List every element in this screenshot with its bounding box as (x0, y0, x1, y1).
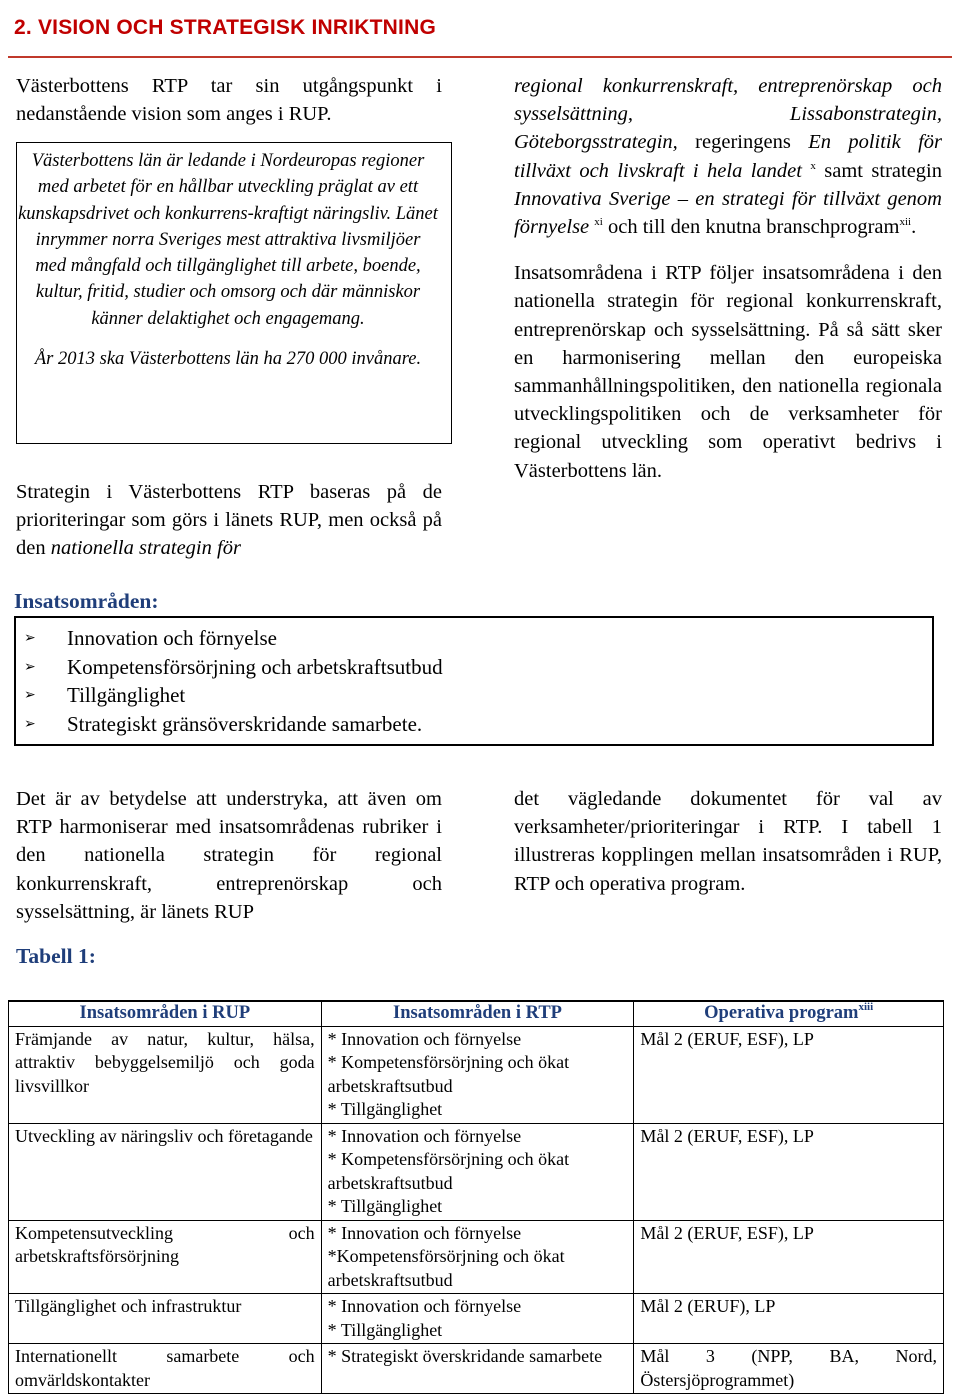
list-item (24, 710, 443, 739)
coupling-table (8, 1000, 944, 1394)
table-row (9, 1294, 944, 1344)
header-rtp: Insatsområden i RTP (321, 1001, 634, 1026)
strategy-italic: nationella strategin för (50, 537, 241, 560)
header-op (634, 1001, 944, 1026)
header-rup: Insatsområden i RUP (9, 1001, 322, 1026)
list-item (24, 681, 443, 710)
strategy-paragraph (16, 478, 442, 563)
section-heading: 2. VISION OCH STRATEGISK INRIKTNING (14, 16, 436, 39)
intro-paragraph: Västerbottens RTP tar sin utgångspunkt i nedanstående vision som anges i RUP. (16, 75, 442, 126)
list-item (24, 624, 443, 653)
table-row (9, 1344, 944, 1394)
cell-rup: Tillgänglighet och infrastruktur (9, 1294, 322, 1344)
list-item (24, 653, 443, 682)
table-title: Tabell 1: (16, 944, 96, 968)
table-row (9, 1026, 944, 1123)
right-paragraph-1 (514, 72, 942, 241)
p1-text-b: regeringens (677, 131, 809, 154)
p1-italic-a: regional konkurrenskraft, entreprenörskap och sysselsättning, Lissabonstrategin, Göteborgsstrategin, (514, 75, 942, 154)
right-column (514, 72, 942, 485)
p1-italic-c: En politik för tillväxt och livskraft i hela landet (514, 131, 943, 182)
arrow-bullet-icon: ➢ (24, 687, 36, 703)
vision-statement: Västerbottens län är ledande i Nordeuropas regioner med arbetet för en hållbar utveckling präglat av ett kunskapsdrivet och konkurrens-kraftigt näringsliv. Länet inrymmer norra Sveriges mest attraktiva livsmiljöer med mångfald och tillgänglighet till arbete, boende, kultur, fritid, studier och omsorg och där människor känner delaktighet och engagemang. (18, 151, 438, 329)
insatsomraden-list (24, 624, 443, 738)
table-row (9, 1123, 944, 1220)
arrow-bullet-icon: ➢ (24, 658, 36, 675)
insatsomraden-title: Insatsområden: (14, 589, 159, 613)
cell-rtp: * Innovation och förnyelse * Tillgänglighet (321, 1294, 634, 1344)
p1-text-f: och till den knutna branschprogram (602, 216, 900, 239)
footnote-xii: xii (899, 216, 912, 229)
cell-rup: Främjande av natur, kultur, hälsa, attraktiv bebyggelsemiljö och goda livsvillkor (9, 1026, 322, 1123)
arrow-bullet-icon: ➢ (24, 715, 36, 732)
cell-op: Mål 2 (ERUF, ESF), LP (634, 1220, 944, 1294)
right-paragraph-2: Insatsområdena i RTP följer insatsområdena i den nationella strategin för regional konkurrenskraft, entreprenörskap och sysselsättning. På så sätt sker en harmonisering mellan den europeiska sammanhållningspolitiken, den nationella regionala utvecklingspolitiken och de verksamheter för regional utveckling som operativt bedrivs i Västerbottens län. (514, 262, 942, 482)
cell-op: Mål 2 (ERUF, ESF), LP (634, 1026, 944, 1123)
cell-rtp: * Innovation och förnyelse * Kompetensförsörjning och ökat arbetskraftsutbud * Tillgänglighet (321, 1026, 634, 1123)
cell-op: Mål 2 (ERUF), LP (634, 1294, 944, 1344)
list-item-label: Kompetensförsörjning och arbetskraftsutbud (67, 654, 443, 679)
footnote-xiii: xiii (858, 1001, 874, 1013)
cell-rtp: * Innovation och förnyelse * Kompetensförsörjning och ökat arbetskraftsutbud * Tillgänglighet (321, 1123, 634, 1220)
vision-goal: År 2013 ska Västerbottens län ha 270 000 invånare. (34, 349, 422, 370)
cell-op: Mål 3 (NPP, BA, Nord, Östersjöprogrammet) (634, 1344, 944, 1394)
cell-rup: Utveckling av näringsliv och företagande (9, 1123, 322, 1220)
cell-rup: Internationellt samarbete och omvärldskontakter (9, 1344, 322, 1394)
header-op-label: Operativa program (704, 1003, 859, 1023)
cell-rtp: * Innovation och förnyelse *Kompetensförsörjning och ökat arbetskraftsutbud (321, 1220, 634, 1294)
table-row (9, 1220, 944, 1294)
list-item-label: Strategiskt gränsöverskridande samarbete. (67, 711, 423, 736)
lower-left-paragraph: Det är av betydelse att understryka, att även om RTP harmoniserar med insatsområdenas rubriker i den nationella strategin för regional konkurrenskraft, entreprenörskap och sysselsättning, är länets RUP (16, 788, 442, 923)
vision-text (18, 148, 438, 372)
cell-rtp: * Strategiskt överskridande samarbete (321, 1344, 634, 1394)
p1-text-d: samt strategin (815, 159, 942, 182)
strategy-text: Strategin i Västerbottens RTP baseras på de prioriteringar som görs i länets RUP, men också på den (16, 481, 442, 560)
lower-right-paragraph: det vägledande dokumentet för val av verksamheter/prioriteringar i RTP. I tabell 1 illustreras kopplingen mellan insatsområden i RUP, RTP och operativa program. (514, 788, 942, 895)
p1-text-g: . (911, 216, 917, 239)
footnote-xi: xi (594, 216, 603, 229)
arrow-bullet-icon: ➢ (24, 630, 36, 646)
p1-italic-e: Innovativa Sverige – en strategi för tillväxt genom förnyelse (514, 187, 942, 239)
left-column (16, 72, 442, 128)
list-item-label: Innovation och förnyelse (67, 626, 277, 650)
footnote-x: x (810, 159, 816, 172)
cell-op: Mål 2 (ERUF, ESF), LP (634, 1123, 944, 1220)
table-header-row (9, 1001, 944, 1026)
list-item-label: Tillgänglighet (67, 683, 186, 707)
cell-rup: Kompetensutveckling och arbetskraftsförsörjning (9, 1220, 322, 1294)
